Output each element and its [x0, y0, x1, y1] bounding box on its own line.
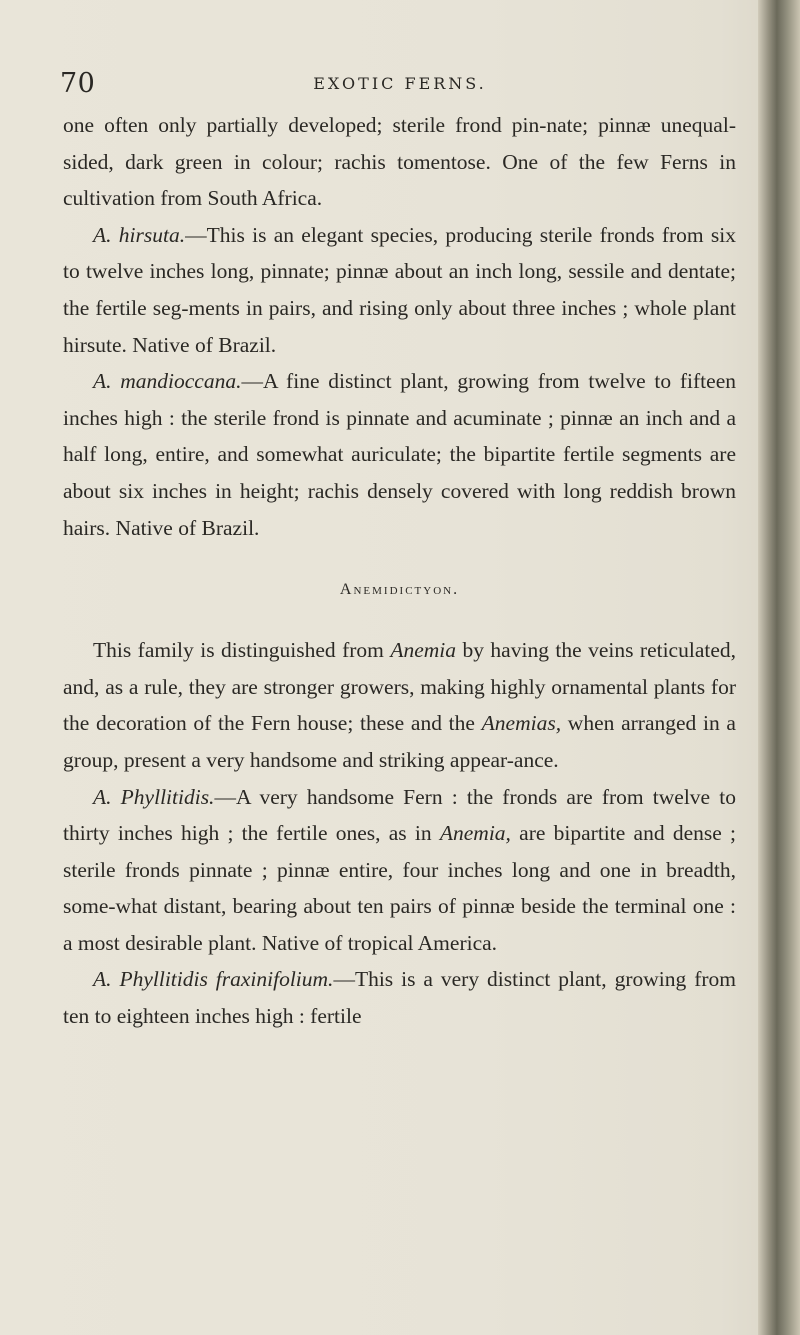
- entry-mandioccana: [63, 363, 736, 546]
- running-head: [60, 68, 740, 98]
- paragraph-continuation: one often only partially developed; sterile frond pin-nate; pinnæ unequal-sided, dark green in colour; rachis tomentose. One of the few Ferns in cultivation from South Africa.: [63, 113, 736, 211]
- species-name: A. Phyllitidis fraxinifolium.: [93, 967, 334, 992]
- entry-hirsuta: [63, 217, 736, 363]
- section-heading: Anemidictyon.: [339, 581, 460, 599]
- entry-text: —A fine distinct plant, growing from twelve to fifteen inches high : the sterile frond is pinnate and acuminate ; pinnæ an inch and a half long, entire, and somewhat auriculate; the bipartite fertile segments are about six inches in height; rachis densely covered with long reddish brown hairs. Native of Brazil.: [63, 369, 736, 540]
- species-name: A. hirsuta.: [93, 222, 186, 247]
- running-title: EXOTIC FERNS.: [313, 74, 487, 93]
- page-number: 70: [60, 68, 96, 99]
- species-name: A. Phyllitidis.: [93, 784, 215, 809]
- entry-phyllitidis: A. Phyllitidis.—A very handsome Fern : the fronds are from twelve to thirty inches high ; the fertile ones, as in Anemia, are bipartite and dense ; sterile fronds pinnate ; pinnæ entire, four inches long and one in breadth, some-what distant, bearing about ten pairs of pinnæ beside the terminal one : a most desirable plant. Native of tropical America.: [63, 784, 736, 955]
- entry-phyllitidis-fraxinifolium: A. Phyllitidis fraxinifolium.—This is a very distinct plant, growing from ten to eighteen inches high : fertile: [63, 967, 736, 1029]
- section-intro: This family is distinguished from Anemia by having the veins reticulated, and, as a rule, they are stronger growers, making highly ornamental plants for the decoration of the Fern house; these and the Anemias, when arranged in a group, present a very handsome and striking appear-ance.: [63, 638, 737, 772]
- book-spine-shadow: [758, 0, 800, 1335]
- entry-text: —This is an elegant species, producing sterile fronds from six to twelve inches long, pinnate; pinnæ about an inch long, sessile and dentate; the fertile seg-ments in pairs, and rising only about three inches ; whole plant hirsute. Native of Brazil.: [63, 222, 736, 357]
- species-name: A. mandioccana.: [93, 369, 242, 394]
- body-text: [63, 107, 736, 1035]
